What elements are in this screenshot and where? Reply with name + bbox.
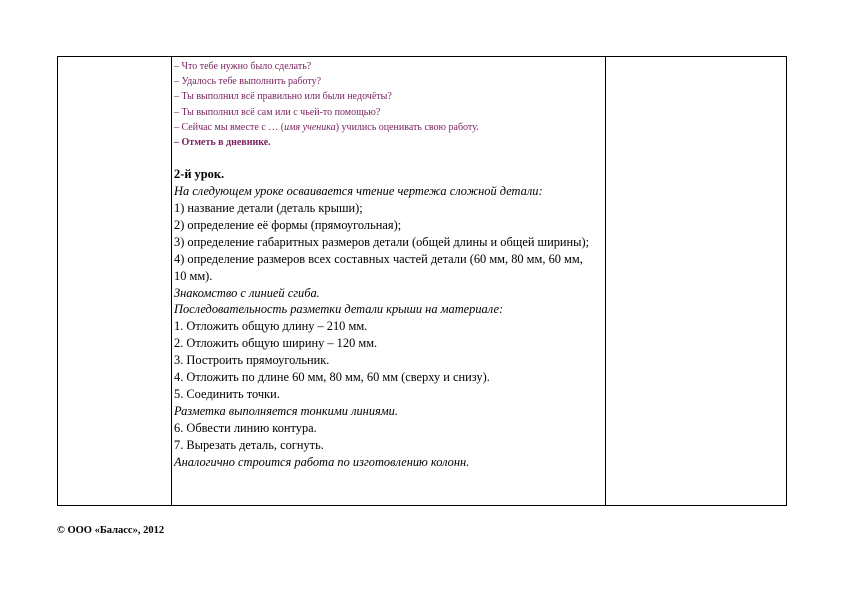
marking-sequence-title: Последовательность разметки детали крыши на материале: bbox=[174, 302, 504, 317]
marking-step: 3. Построить прямоугольник. bbox=[174, 353, 330, 368]
thin-lines-note: Разметка выполняется тонкими линиями. bbox=[174, 403, 398, 418]
lesson-title: 2-й урок. bbox=[174, 167, 225, 182]
question-line: – Ты выполнил всё сам или с чьей-то помощью? bbox=[174, 106, 381, 118]
copyright-footer: © ООО «Баласс», 2012 bbox=[57, 525, 165, 536]
question-line-diary: – Отметь в дневнике. bbox=[174, 137, 271, 149]
table-column-divider bbox=[171, 57, 172, 505]
lesson-intro: На следующем уроке осваивается чтение чертежа сложной детали: bbox=[174, 184, 543, 199]
question-line: – Что тебе нужно было сделать? bbox=[174, 61, 312, 72]
finish-step: 6. Обвести линию контура. bbox=[174, 420, 317, 435]
table-column-divider bbox=[605, 57, 606, 505]
drawing-step: 4) определение размеров всех составных частей детали (60 мм, 80 мм, 60 мм, 10 мм). bbox=[174, 251, 583, 283]
question-line: – Удалось тебе выполнить работу? bbox=[174, 76, 322, 88]
student-name-placeholder: имя ученика bbox=[284, 121, 336, 133]
together-before: – Сейчас мы вместе с … ( bbox=[174, 121, 285, 133]
columns-note: Аналогично строится работа по изготовлению колонн. bbox=[174, 454, 470, 469]
marking-step: 4. Отложить по длине 60 мм, 80 мм, 60 мм (сверху и снизу). bbox=[174, 370, 490, 385]
finish-step: 7. Вырезать деталь, согнуть. bbox=[174, 437, 324, 452]
marking-step: 2. Отложить общую ширину – 120 мм. bbox=[174, 336, 378, 351]
drawing-step: 3) определение габаритных размеров детали (общей длины и общей ширины); bbox=[174, 234, 590, 249]
question-line-together bbox=[174, 120, 602, 135]
question-line: – Ты выполнил всё правильно или были недочёты? bbox=[174, 91, 392, 103]
fold-line-note: Знакомство с линией сгиба. bbox=[174, 285, 320, 300]
together-after: ) учились оценивать свою работу. bbox=[335, 121, 479, 133]
drawing-step: 2) определение её формы (прямоугольная); bbox=[174, 217, 402, 232]
marking-step: 1. Отложить общую длину – 210 мм. bbox=[174, 319, 368, 334]
marking-step: 5. Соединить точки. bbox=[174, 387, 280, 401]
drawing-step: 1) название детали (деталь крыши); bbox=[174, 201, 363, 216]
lesson-content-cell bbox=[174, 59, 602, 471]
